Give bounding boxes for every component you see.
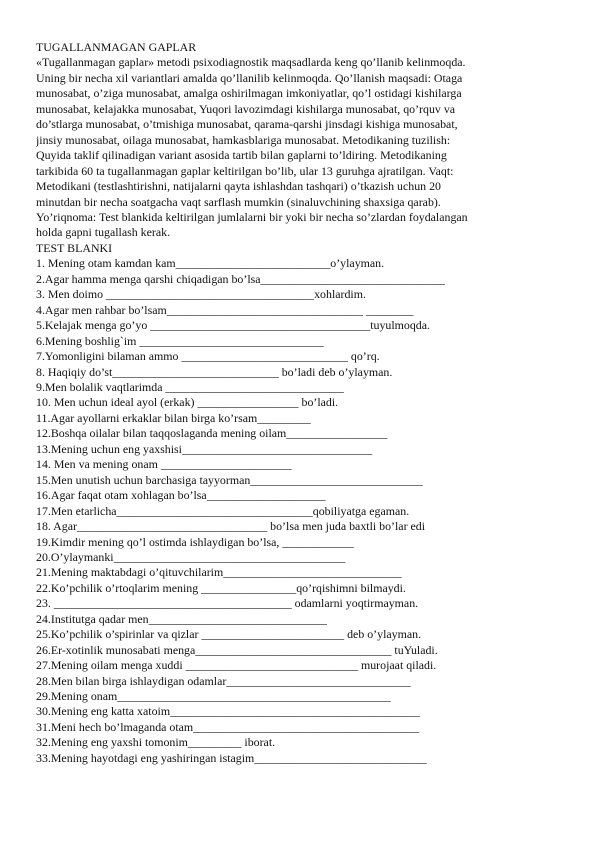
test-item: 25.Ko’pchilik o’spirinlar va qizlar ________________________ deb o’ylayman.	[36, 627, 422, 642]
test-item: 30.Mening eng katta xatoim__________________________________________	[36, 704, 420, 719]
test-item: 14. Men va mening onam ______________________	[36, 457, 292, 472]
intro-line: tarkibida 60 ta tugallanmagan gaplar keltirilgan bo’lib, ular 13 guruhga ajratilgan. Vaqt:	[36, 163, 454, 178]
test-item: 29.Mening onam______________________________________________	[36, 689, 391, 704]
test-item: 18. Agar________________________________ bo’lsa men juda baxtli bo’lar edi	[36, 519, 426, 534]
test-item: 32.Mening eng yaxshi tomonim_________ iborat.	[36, 735, 276, 750]
test-item: 16.Agar faqat otam xohlagan bo’lsa____________________	[36, 488, 326, 503]
test-item: 13.Mening uchun eng yaxshisi________________________________	[36, 441, 373, 456]
test-items-list	[36, 256, 558, 766]
test-item: 1. Mening otam kamdan kam__________________________o’ylayman.	[36, 256, 385, 271]
test-blank-heading: TEST BLANKI	[36, 240, 113, 255]
intro-line: Quyida taklif qilinadigan variant asosida tartib bilan gaplarni to’ldiring. Metodikaning	[36, 148, 447, 163]
intro-line: munosabat, kelajakka munosabat, Yuqori lavozimdagi kishilarga munosabat, qo’rquv va	[36, 101, 456, 116]
test-item: 21.Mening maktabdagi o’qituvchilarim______________________________	[36, 565, 402, 580]
intro-line: holda gapni tugallash kerak.	[36, 225, 171, 240]
test-item: 23. ________________________________________ odamlarni yoqtirmayman.	[36, 596, 419, 611]
intro-line: Yo’riqnoma: Test blankida keltirilgan jumlalarni bir yoki bir necha so’zlardan foydalangan	[36, 209, 468, 224]
test-item: 26.Er-xotinlik munosabati menga_________________________________ tuYuladi.	[36, 642, 438, 657]
test-item: 24.Institutga qadar men______________________________	[36, 611, 327, 626]
test-item: 4.Agar men rahbar bo’lsam_________________________________ ________	[36, 302, 414, 317]
test-item: 5.Kelajak menga go’yo _____________________________________tuyulmoqda.	[36, 318, 430, 333]
test-item: 31.Meni hech bo’lmaganda otam______________________________________	[36, 719, 420, 734]
test-item: 12.Boshqa oilalar bilan taqqoslaganda mening oilam_________________	[36, 426, 388, 441]
test-item: 10. Men uchun ideal ayol (erkak) _________________ bo’ladi.	[36, 395, 339, 410]
intro-line: «Tugallanmagan gaplar» metodi psixodiagnostik maqsadlarda keng qo’llanib kelinmoqda.	[36, 55, 466, 70]
intro-line: minutdan bir necha soatgacha vaqt sarflash mumkin (sinaluvchining shaxsiga qarab).	[36, 194, 441, 209]
document-body	[36, 40, 558, 766]
intro-line: munosabat, o’ziga munosabat, amalga oshirilmagan imkoniyatlar, qo’l ostidagi kishilarga	[36, 86, 462, 101]
test-item: 2.Agar hamma menga qarshi chiqadigan bo’lsa_______________________________	[36, 271, 445, 286]
intro-line: Uning bir necha xil variantlari amalda qo’llanilib kelinmoqda. Qo’llanish maqsadi: Otaga	[36, 70, 463, 85]
test-item: 11.Agar ayollarni erkaklar bilan birga ko’rsam_________	[36, 410, 311, 425]
intro-line: Metodikani (testlashtirishni, natijalarni qayta ishlashdan tashqari) o’tkazish uchun 20	[36, 179, 441, 194]
test-item: 15.Men unutish uchun barchasiga tayyorman_____________________________	[36, 472, 423, 487]
test-item: 28.Men bilan birga ishlaydigan odamlar_______________________________	[36, 673, 411, 688]
intro-line: do’stlarga munosabat, o’tmishiga munosabat, qarama-qarshi jinsdagi kishiga munosabat,	[36, 117, 458, 132]
test-item: 17.Men etarlicha_________________________________qobiliyatga egaman.	[36, 503, 410, 518]
test-item: 6.Mening boshlig`im _______________________________	[36, 333, 324, 348]
test-item: 27.Mening oilam menga xuddi _____________________________ murojaat qiladi.	[36, 658, 437, 673]
test-item: 19.Kimdir mening qo’l ostimda ishlaydigan bo’lsa, ____________	[36, 534, 354, 549]
test-item: 20.O’ylaymanki_______________________________________	[36, 549, 346, 564]
test-item: 7.Yomonligini bilaman ammo ____________________________ qo’rq.	[36, 349, 380, 364]
test-item: 22.Ko’pchilik o’rtoqlarim mening ________________qo’rqishimni bilmaydi.	[36, 580, 406, 595]
test-item: 3. Men doimo ___________________________________xohlardim.	[36, 287, 366, 302]
intro-line: jinsiy munosabat, oilaga munosabat, hamkasblariga munosabat. Metodikaning tuzilish:	[36, 132, 451, 147]
intro-paragraph	[36, 55, 558, 240]
test-item: 8. Haqiqiy do’st____________________________ bo’ladi deb o’ylayman.	[36, 364, 393, 379]
document-title: TUGALLANMAGAN GAPLAR	[36, 40, 197, 54]
test-item: 33.Mening hayotdagi eng yashiringan istagim_____________________________	[36, 750, 427, 765]
test-item: 9.Men bolalik vaqtlarimda ______________________________	[36, 379, 344, 394]
